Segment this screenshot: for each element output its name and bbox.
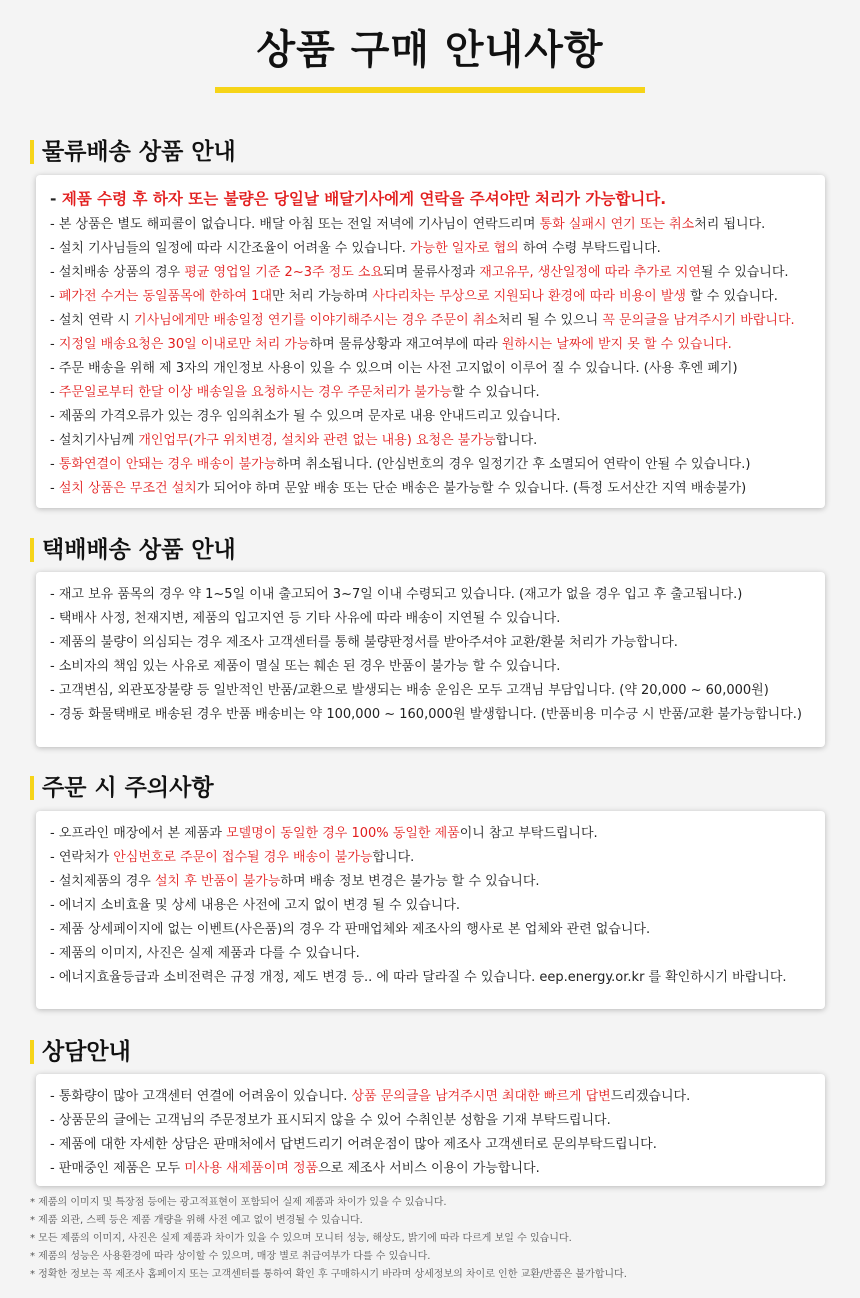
item-text: - 설치 기사님들의 일정에 따라 시간조율이 어려울 수 있습니다.: [50, 241, 410, 256]
list-item: [50, 333, 813, 357]
section-heading-parcel: 택배배송 상품 안내: [30, 538, 236, 562]
highlight-text: 통화 실패시 연기 또는 취소: [539, 217, 695, 232]
list-item: [50, 822, 813, 846]
list-item: [50, 1157, 813, 1181]
item-text: 하며 물류상황과 재고여부에 따라: [309, 337, 502, 352]
list-item: [50, 405, 813, 429]
list-item: [50, 894, 813, 918]
highlight-text: 평균 영업일 기준 2~3주 정도 소요: [184, 265, 384, 280]
item-text: 합니다.: [495, 433, 538, 448]
footnote: * 정확한 정보는 꼭 제조사 홈페이지 또는 고객센터를 통하여 확인 후 구매하시기 바라며 상세정보의 차이로 인한 교환/반품은 불가합니다.: [30, 1269, 627, 1280]
list-item: [50, 703, 813, 727]
list-item: [50, 607, 813, 631]
list-item: [50, 1085, 813, 1109]
item-text: -: [50, 385, 59, 400]
item-text: - 설치 연락 시: [50, 313, 135, 328]
list-item: [50, 477, 813, 501]
highlight-text: 모델명이 동일한 경우 100% 동일한 제품: [226, 826, 460, 841]
item-text: 할 수 있습니다.: [451, 385, 540, 400]
footnote: * 제품 외관, 스펙 등은 제품 개량을 위해 사전 예고 없이 변경될 수 있습니다.: [30, 1215, 363, 1226]
footnote: * 모든 제품의 이미지, 사진은 실제 제품과 차이가 있을 수 있으며 모니터 성능, 해상도, 밝기에 따라 다르게 보일 수 있습니다.: [30, 1233, 572, 1244]
list-item: [50, 357, 813, 381]
logistics-info-box: [36, 175, 825, 508]
list-item: [50, 381, 813, 405]
list-item: [50, 186, 813, 213]
list-item: [50, 655, 813, 679]
item-text: 처리 될 수 있으니: [497, 313, 603, 328]
item-text: - 연락처가: [50, 850, 114, 865]
highlight-text: 설치 상품은 무조건 설치: [58, 481, 197, 496]
highlight-text: 통화연결이 안돼는 경우 배송이 불가능: [58, 457, 277, 472]
order-cautions-box: [36, 811, 825, 1009]
page-title: 상품 구매 안내사항: [256, 27, 604, 73]
parcel-info-box: [36, 572, 825, 747]
highlight-text: 가능한 일자로 협의: [409, 241, 519, 256]
footnote: * 제품의 이미지 및 특장점 등에는 광고적표현이 포함되어 실제 제품과 차이가 있을 수 있습니다.: [30, 1197, 447, 1208]
list-item: [50, 1109, 813, 1133]
list-item: [50, 679, 813, 703]
highlight-text: 개인업무(가구 위치변경, 설치와 관련 없는 내용) 요청은 불가능: [138, 433, 496, 448]
item-text: 으로 제조사 서비스 이용이 가능합니다.: [318, 1161, 540, 1176]
item-text: 될 수 있습니다.: [700, 265, 789, 280]
footnote: * 제품의 성능은 사용환경에 따라 상이할 수 있으며, 매장 별로 취급여부가 다를 수 있습니다.: [30, 1251, 431, 1262]
item-text: 하여 수령 부탁드립니다.: [518, 241, 661, 256]
item-text: - 설치배송 상품의 경우: [50, 265, 185, 280]
item-text: -: [50, 481, 59, 496]
highlight-text: 주문일로부터 한달 이상 배송일을 요청하시는 경우 주문처리가 불가능: [58, 385, 452, 400]
highlight-text: 원하시는 날짜에 받지 못 할 수 있습니다.: [501, 337, 732, 352]
item-text: - 주문 배송을 위해 제 3자의 개인정보 사용이 있을 수 있으며 이는 사전 고지없이 이루어 질 수 있습니다. (사용 후엔 폐기): [50, 361, 738, 376]
list-item: [50, 285, 813, 309]
item-text: 하며 취소됩니다. (안심번호의 경우 일정기간 후 소멸되어 연락이 안될 수 있습니다.): [276, 457, 751, 472]
list-item: [50, 261, 813, 285]
highlight-text: 제품 수령 후 하자 또는 불량은 당일날 배달기사에게 연락을 주셔야만 처리가 가능합니다.: [61, 190, 667, 208]
item-text: - 통화량이 많아 고객센터 연결에 어려움이 있습니다.: [50, 1089, 352, 1104]
item-text: 하며 배송 정보 변경은 불가능 할 수 있습니다.: [280, 874, 540, 889]
item-text: 만 처리 가능하며: [272, 289, 373, 304]
list-item: [50, 583, 813, 607]
consultation-box: [36, 1074, 825, 1186]
item-text: - 설치제품의 경우: [50, 874, 155, 889]
list-item: [50, 942, 813, 966]
section-heading-consultation: 상담안내: [30, 1040, 131, 1064]
item-text: - 경동 화물택배로 배송된 경우 반품 배송비는 약 100,000 ~ 160,000원 발생합니다. (반품비용 미수긍 시 반품/교환 불가능합니다.): [50, 707, 802, 722]
highlight-text: 기사님에게만 배송일정 연기를 이야기해주시는 경우 주문이 취소: [134, 313, 498, 328]
list-item: [50, 1133, 813, 1157]
item-text: - 제품의 가격오류가 있는 경우 임의취소가 될 수 있으며 문자로 내용 안내드리고 있습니다.: [50, 409, 561, 424]
list-item: [50, 309, 813, 333]
item-text: 처리 됩니다.: [694, 217, 766, 232]
list-item: [50, 846, 813, 870]
item-text: - 제품의 불량이 의심되는 경우 제조사 고객센터를 통해 불량판정서를 받아주셔야 교환/환불 처리가 가능합니다.: [50, 635, 678, 650]
item-text: 되며 물류사정과: [383, 265, 480, 280]
item-text: - 에너지효율등급과 소비전력은 규정 개정, 제도 변경 등.. 에 따라 달라질 수 있습니다. eep.energy.or.kr 를 확인하시기 바랍니다.: [50, 970, 787, 985]
item-text: -: [50, 289, 59, 304]
item-text: - 제품에 대한 자세한 상담은 판매처에서 답변드리기 어려운점이 많아 제조사 고객센터로 문의부탁드립니다.: [50, 1137, 657, 1152]
section-heading-logistics: 물류배송 상품 안내: [30, 140, 236, 164]
item-text: 이니 참고 부탁드립니다.: [459, 826, 598, 841]
footnotes: [30, 1194, 830, 1284]
highlight-text: 설치 후 반품이 불가능: [155, 874, 281, 889]
item-text: -: [50, 190, 62, 208]
item-text: - 오프라인 매장에서 본 제품과: [50, 826, 227, 841]
list-item: [50, 237, 813, 261]
title-underline: [215, 87, 645, 93]
item-text: - 본 상품은 별도 해피콜이 없습니다. 배달 아침 또는 전일 저녁에 기사님이 연락드리며: [50, 217, 540, 232]
item-text: - 상품문의 글에는 고객님의 주문정보가 표시되지 않을 수 있어 수취인분 성함을 기재 부탁드립니다.: [50, 1113, 611, 1128]
list-item: [50, 966, 813, 990]
item-text: -: [50, 337, 59, 352]
highlight-text: 폐가전 수거는 동일품목에 한하여 1대: [58, 289, 272, 304]
item-text: 드리겠습니다.: [610, 1089, 691, 1104]
item-text: - 소비자의 책임 있는 사유로 제품이 멸실 또는 훼손 된 경우 반품이 불가능 할 수 있습니다.: [50, 659, 561, 674]
item-text: - 에너지 소비효율 및 상세 내용은 사전에 고지 없이 변경 될 수 있습니다.: [50, 898, 461, 913]
item-text: - 제품의 이미지, 사진은 실제 제품과 다를 수 있습니다.: [50, 946, 360, 961]
highlight-text: 꼭 문의글을 남겨주시기 바랍니다.: [602, 313, 795, 328]
item-text: - 제품 상세페이지에 없는 이벤트(사은품)의 경우 각 판매업체와 제조사의 행사로 본 업체와 관련 없습니다.: [50, 922, 651, 937]
highlight-text: 지정일 배송요청은 30일 이내로만 처리 가능: [58, 337, 310, 352]
item-text: 합니다.: [372, 850, 415, 865]
item-text: - 재고 보유 품목의 경우 약 1~5일 이내 출고되어 3~7일 이내 수령되고 있습니다. (재고가 없을 경우 입고 후 출고됩니다.): [50, 587, 743, 602]
list-item: [50, 429, 813, 453]
list-item: [50, 631, 813, 655]
list-item: [50, 453, 813, 477]
highlight-text: 안심번호로 주문이 접수될 경우 배송이 불가능: [113, 850, 373, 865]
item-text: - 고객변심, 외관포장불량 등 일반적인 반품/교환으로 발생되는 배송 운임은 모두 고객님 부담입니다. (약 20,000 ~ 60,000원): [50, 683, 769, 698]
item-text: 가 되어야 하며 문앞 배송 또는 단순 배송은 불가능할 수 있습니다. (특정 도서산간 지역 배송불가): [196, 481, 747, 496]
section-heading-order-cautions: 주문 시 주의사항: [30, 776, 214, 800]
highlight-text: 사다리차는 무상으로 지원되나 환경에 따라 비용이 발생: [372, 289, 686, 304]
list-item: [50, 918, 813, 942]
highlight-text: 상품 문의글을 남겨주시면 최대한 빠르게 답변: [351, 1089, 611, 1104]
highlight-text: 미사용 새제품이며 정품: [184, 1161, 319, 1176]
highlight-text: 재고유무, 생산일정에 따라 추가로 지연: [479, 265, 701, 280]
list-item: [50, 870, 813, 894]
list-item: [50, 213, 813, 237]
item-text: - 설치기사님께: [50, 433, 139, 448]
item-text: 할 수 있습니다.: [685, 289, 778, 304]
item-text: - 판매중인 제품은 모두: [50, 1161, 185, 1176]
item-text: -: [50, 457, 59, 472]
item-text: - 택배사 사정, 천재지변, 제품의 입고지연 등 기타 사유에 따라 배송이 지연될 수 있습니다.: [50, 611, 561, 626]
